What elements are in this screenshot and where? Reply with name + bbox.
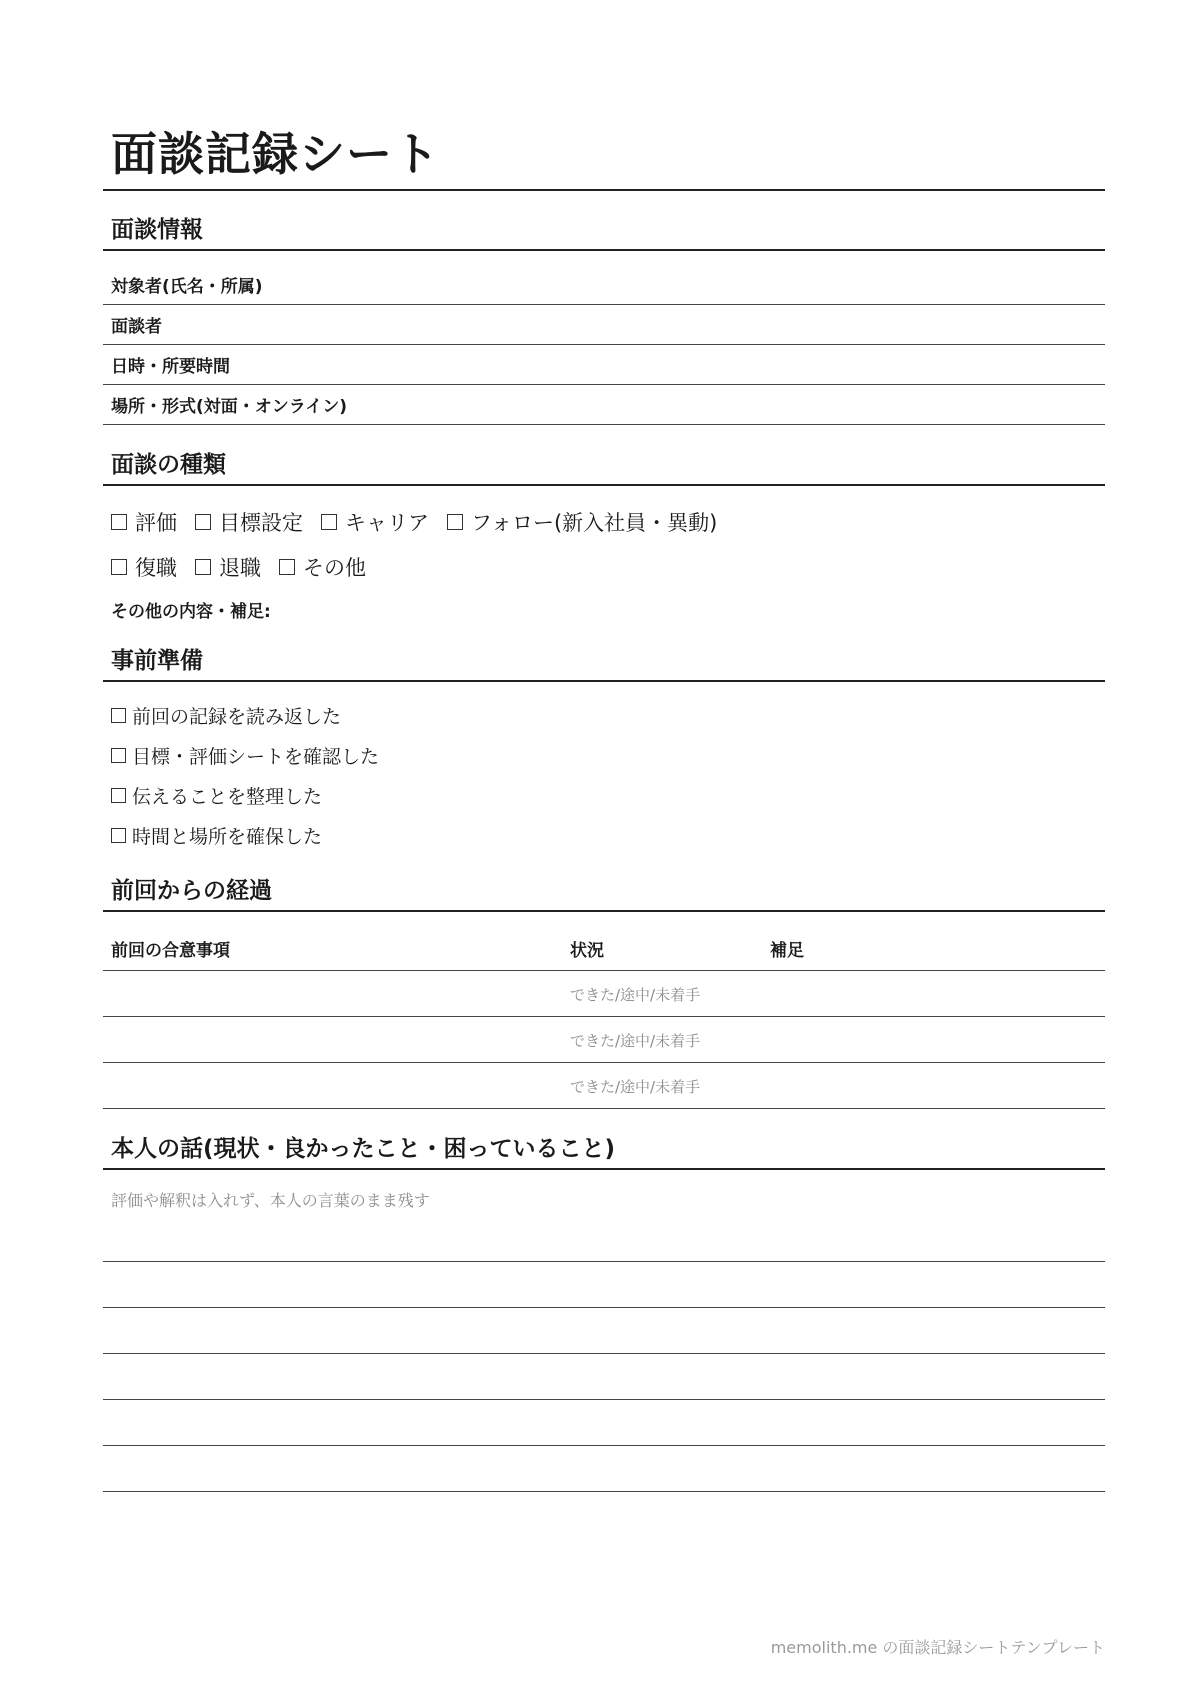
checkbox[interactable] (111, 828, 126, 843)
page-title: 面談記録シート (111, 127, 440, 181)
prep-item-label: 目標・評価シートを確認した (132, 746, 380, 768)
type-option-label: 目標設定 (219, 511, 303, 535)
divider (103, 484, 1105, 486)
prep-item-label: 前回の記録を読み返した (132, 706, 342, 728)
prep-item[interactable] (111, 782, 322, 809)
type-option-label: その他 (303, 556, 366, 580)
checkbox[interactable] (321, 514, 337, 530)
type-option-label: キャリア (345, 511, 429, 535)
field-label-datetime: 日時・所要時間 (111, 357, 230, 377)
divider (103, 680, 1105, 682)
checkbox[interactable] (111, 559, 127, 575)
section-title-types: 面談の種類 (111, 452, 226, 478)
field-line-subject[interactable] (103, 304, 1105, 305)
divider (103, 249, 1105, 251)
writing-line[interactable] (103, 1353, 1105, 1354)
section-title-info: 面談情報 (111, 217, 203, 243)
prep-item[interactable] (111, 742, 379, 769)
writing-line[interactable] (103, 1399, 1105, 1400)
type-option-return[interactable] (111, 552, 177, 582)
writing-line[interactable] (103, 1491, 1105, 1492)
table-header-line (103, 970, 1105, 971)
checkbox[interactable] (111, 788, 126, 803)
prep-item[interactable] (111, 702, 341, 729)
type-option-goal[interactable] (195, 507, 303, 537)
table-row-line[interactable] (103, 1108, 1105, 1109)
type-checkbox-row-2 (111, 552, 366, 582)
field-line-place[interactable] (103, 424, 1105, 425)
type-option-label: 退職 (219, 556, 261, 580)
divider (103, 189, 1105, 191)
type-option-follow[interactable] (447, 507, 717, 537)
writing-line[interactable] (103, 1261, 1105, 1262)
field-line-datetime[interactable] (103, 384, 1105, 385)
type-checkbox-row-1 (111, 507, 717, 537)
checkbox[interactable] (195, 514, 211, 530)
table-header-note: 補足 (770, 941, 804, 961)
type-option-career[interactable] (321, 507, 429, 537)
type-option-other[interactable] (279, 552, 366, 582)
writing-line[interactable] (103, 1307, 1105, 1308)
type-option-label: 復職 (135, 556, 177, 580)
field-line-interviewer[interactable] (103, 344, 1105, 345)
status-hint: できた/途中/未着手 (570, 1078, 701, 1096)
talk-hint: 評価や解釈は入れず、本人の言葉のまま残す (111, 1191, 430, 1210)
status-hint: できた/途中/未着手 (570, 986, 701, 1004)
checkbox[interactable] (195, 559, 211, 575)
field-label-interviewer: 面談者 (111, 317, 162, 337)
type-option-label: 評価 (135, 511, 177, 535)
section-title-talk: 本人の話(現状・良かったこと・困っていること) (111, 1136, 616, 1162)
table-header-agreement: 前回の合意事項 (111, 941, 230, 961)
table-header-status: 状況 (570, 941, 604, 961)
writing-line[interactable] (103, 1445, 1105, 1446)
prep-item[interactable] (111, 822, 322, 849)
other-detail-label: その他の内容・補足: (111, 602, 271, 622)
type-option-resign[interactable] (195, 552, 261, 582)
checkbox[interactable] (279, 559, 295, 575)
section-title-prep: 事前準備 (111, 648, 203, 674)
checkbox[interactable] (447, 514, 463, 530)
divider (103, 1168, 1105, 1170)
checkbox[interactable] (111, 514, 127, 530)
divider (103, 910, 1105, 912)
status-hint: できた/途中/未着手 (570, 1032, 701, 1050)
footer-credit: memolith.me の面談記録シートテンプレート (770, 1638, 1105, 1657)
field-label-place: 場所・形式(対面・オンライン) (111, 397, 348, 417)
prep-item-label: 時間と場所を確保した (132, 826, 323, 848)
checkbox[interactable] (111, 708, 126, 723)
section-title-progress: 前回からの経過 (111, 878, 272, 904)
checkbox[interactable] (111, 748, 126, 763)
field-label-subject: 対象者(氏名・所属) (111, 277, 263, 297)
type-option-evaluation[interactable] (111, 507, 177, 537)
table-row-line[interactable] (103, 1062, 1105, 1063)
type-option-label: フォロー(新入社員・異動) (471, 511, 718, 535)
table-row-line[interactable] (103, 1016, 1105, 1017)
prep-item-label: 伝えることを整理した (132, 786, 323, 808)
